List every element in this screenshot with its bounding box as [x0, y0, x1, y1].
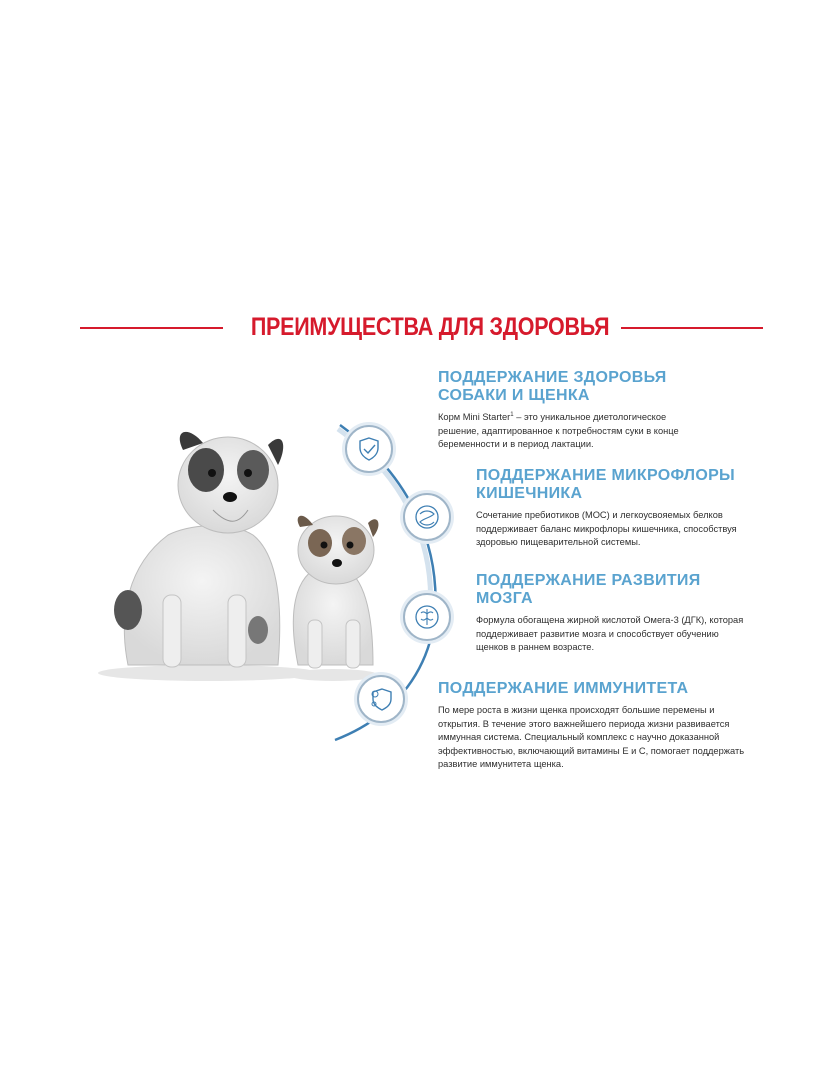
dog-puppy-shield-icon [345, 425, 393, 473]
benefit-title: ПОДДЕРЖАНИЕ РАЗВИТИЯ МОЗГА [476, 572, 701, 607]
benefit-text: Корм Mini Starter$^1$ – это уникальное диетологическое решение, адаптированное к потребностям суки в конце беременности и в период лактации. [438, 411, 679, 449]
benefit-dog-health [438, 369, 738, 452]
benefit-microflora [476, 467, 776, 550]
benefit-title: ПОДДЕРЖАНИЕ ЗДОРОВЬЯ СОБАКИ И ЩЕНКА [438, 369, 667, 404]
title-rule-left [80, 327, 223, 329]
benefit-title: ПОДДЕРЖАНИЕ ИММУНИТЕТА [438, 680, 689, 697]
benefit-text: Сочетание пребиотиков (МОС) и легкоусвояемых белков поддерживает баланс микрофлоры кишечника, способствуя здоровью пищеварительной системы. [476, 510, 737, 547]
immunity-shield-icon [357, 675, 405, 723]
benefit-text: Формула обогащена жирной кислотой Омега-3 (ДГК), которая поддерживает развитие мозга и способствует обучению щенков в раннем возрасте. [476, 615, 744, 652]
benefit-brain [476, 572, 776, 655]
intestine-flora-icon [403, 493, 451, 541]
benefit-title: ПОДДЕРЖАНИЕ МИКРОФЛОРЫ КИШЕЧНИКА [476, 467, 736, 502]
brain-icon [403, 593, 451, 641]
benefit-text: По мере роста в жизни щенка происходят большие перемены и открытия. В течение этого важнейшего периода жизни развивается иммунная система. Специальный комплекс с научно доказанной эффективностью, включающий витамины Е и С, помогает поддержать развитие иммунитета щенка. [438, 705, 745, 769]
title-rule-right [621, 327, 763, 329]
page-title: ПРЕИМУЩЕСТВА ДЛЯ ЗДОРОВЬЯ [250, 313, 610, 341]
benefit-immunity [438, 680, 778, 772]
